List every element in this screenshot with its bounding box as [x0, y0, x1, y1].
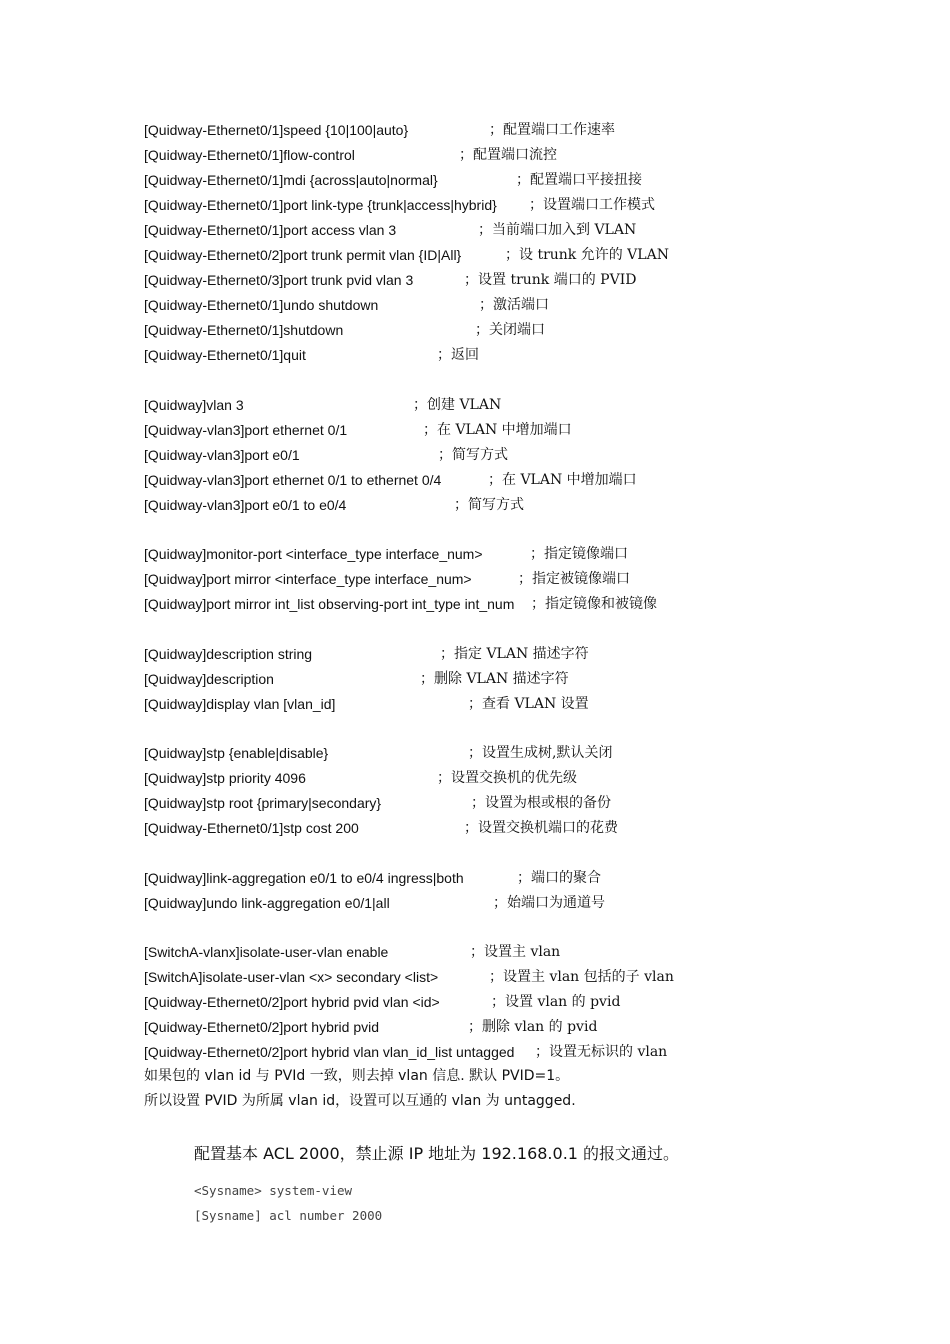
command-note: ；始端口为通道号 — [493, 895, 605, 911]
command-note: ；设置 trunk 端口的 PVID — [464, 272, 637, 288]
command-text: [SwitchA-vlanx]isolate-user-vlan enable — [144, 944, 389, 960]
command-text: [Quidway-Ethernet0/1]stp cost 200 — [144, 820, 359, 836]
command-note: ；在 VLAN 中增加端口 — [423, 422, 572, 438]
command-text: [Quidway-Ethernet0/1]speed {10|100|auto} — [144, 122, 409, 138]
command-note: ；配置端口流控 — [459, 147, 557, 163]
command-note: ；设置交换机端口的花费 — [464, 820, 618, 836]
command-text: [Quidway-Ethernet0/2]port trunk permit vlan {ID|All} — [144, 247, 462, 263]
command-note: ；指定镜像端口 — [530, 546, 628, 562]
command-note: ；设置生成树,默认关闭 — [468, 745, 613, 761]
command-note: ；删除 VLAN 描述字符 — [420, 671, 569, 687]
command-text: [Quidway-Ethernet0/1]mdi {across|auto|normal} — [144, 172, 438, 188]
command-note: ；配置端口工作速率 — [489, 122, 615, 138]
command-text: [Quidway]stp {enable|disable} — [144, 745, 329, 761]
command-note: ；当前端口加入到 VLAN — [478, 222, 637, 238]
command-note: ；设 trunk 允许的 VLAN — [505, 247, 669, 263]
code-line: <Sysname> system-view — [194, 1183, 353, 1198]
command-text: [SwitchA]isolate-user-vlan <x> secondary <list> — [144, 969, 439, 985]
command-note: ；返回 — [437, 347, 479, 363]
command-text: [Quidway]display vlan [vlan_id] — [144, 696, 336, 712]
command-note: ；创建 VLAN — [413, 397, 502, 413]
section-heading: 配置基本 ACL 2000，禁止源 IP 地址为 192.168.0.1 的报文通过。 — [194, 1144, 680, 1163]
command-note: ；设置端口工作模式 — [529, 197, 655, 213]
command-note: ；指定被镜像端口 — [518, 571, 630, 587]
command-note: ；设置交换机的优先级 — [437, 770, 577, 786]
command-text: [Quidway-Ethernet0/2]port hybrid pvid vlan <id> — [144, 994, 440, 1010]
paragraph: 所以设置 PVID 为所属 vlan id，设置可以互通的 vlan 为 untagged. — [144, 1093, 576, 1109]
command-text: [Quidway-Ethernet0/1]flow-control — [144, 147, 355, 163]
command-text: [Quidway-vlan3]port e0/1 — [144, 447, 300, 463]
command-text: [Quidway]monitor-port <interface_type interface_num> — [144, 546, 483, 562]
command-note: ；设置主 vlan — [470, 944, 561, 960]
command-note: ；关闭端口 — [475, 322, 545, 338]
command-note: ；查看 VLAN 设置 — [468, 696, 589, 712]
command-note: ；简写方式 — [454, 497, 524, 513]
command-note: ；激活端口 — [479, 297, 549, 313]
command-text: [Quidway-Ethernet0/3]port trunk pvid vlan 3 — [144, 272, 414, 288]
command-text: [Quidway]stp root {primary|secondary} — [144, 795, 382, 811]
command-text: [Quidway-Ethernet0/1]undo shutdown — [144, 297, 379, 313]
command-text: [Quidway-Ethernet0/1]port access vlan 3 — [144, 222, 397, 238]
command-text: [Quidway]description string — [144, 646, 313, 662]
command-note: ；设置主 vlan 包括的子 vlan — [489, 969, 674, 985]
command-note: ；指定镜像和被镜像 — [531, 596, 657, 612]
command-note: ；指定 VLAN 描述字符 — [440, 646, 589, 662]
command-text: [Quidway]description — [144, 671, 274, 687]
command-text: [Quidway-Ethernet0/1]shutdown — [144, 322, 344, 338]
command-text: [Quidway]link-aggregation e0/1 to e0/4 ingress|both — [144, 870, 464, 886]
command-text: [Quidway]port mirror int_list observing-port int_type int_num — [144, 596, 515, 612]
command-text: [Quidway-Ethernet0/1]quit — [144, 347, 306, 363]
command-note: ；简写方式 — [438, 447, 508, 463]
code-line: [Sysname] acl number 2000 — [194, 1208, 383, 1223]
command-note: ；设置无标识的 vlan — [535, 1044, 668, 1060]
command-text: [Quidway-vlan3]port e0/1 to e0/4 — [144, 497, 347, 513]
command-text: [Quidway]vlan 3 — [144, 397, 244, 413]
command-text: [Quidway-Ethernet0/1]port link-type {trunk|access|hybrid} — [144, 197, 497, 213]
command-text: [Quidway-Ethernet0/2]port hybrid vlan vlan_id_list untagged — [144, 1044, 515, 1060]
command-text: [Quidway-vlan3]port ethernet 0/1 — [144, 422, 348, 438]
command-text: [Quidway-Ethernet0/2]port hybrid pvid — [144, 1019, 380, 1035]
command-note: ；在 VLAN 中增加端口 — [488, 472, 637, 488]
paragraph: 如果包的 vlan id 与 PVId 一致，则去掉 vlan 信息. 默认 PVID=1。 — [144, 1068, 570, 1084]
command-text: [Quidway-vlan3]port ethernet 0/1 to ethernet 0/4 — [144, 472, 442, 488]
command-note: ；删除 vlan 的 pvid — [468, 1019, 598, 1035]
command-text: [Quidway]port mirror <interface_type interface_num> — [144, 571, 472, 587]
command-text: [Quidway]undo link-aggregation e0/1|all — [144, 895, 390, 911]
command-note: ；设置 vlan 的 pvid — [491, 994, 621, 1010]
command-note: ；配置端口平接扭接 — [516, 172, 642, 188]
command-note: ；设置为根或根的备份 — [471, 795, 611, 811]
command-note: ；端口的聚合 — [517, 870, 601, 886]
command-text: [Quidway]stp priority 4096 — [144, 770, 306, 786]
